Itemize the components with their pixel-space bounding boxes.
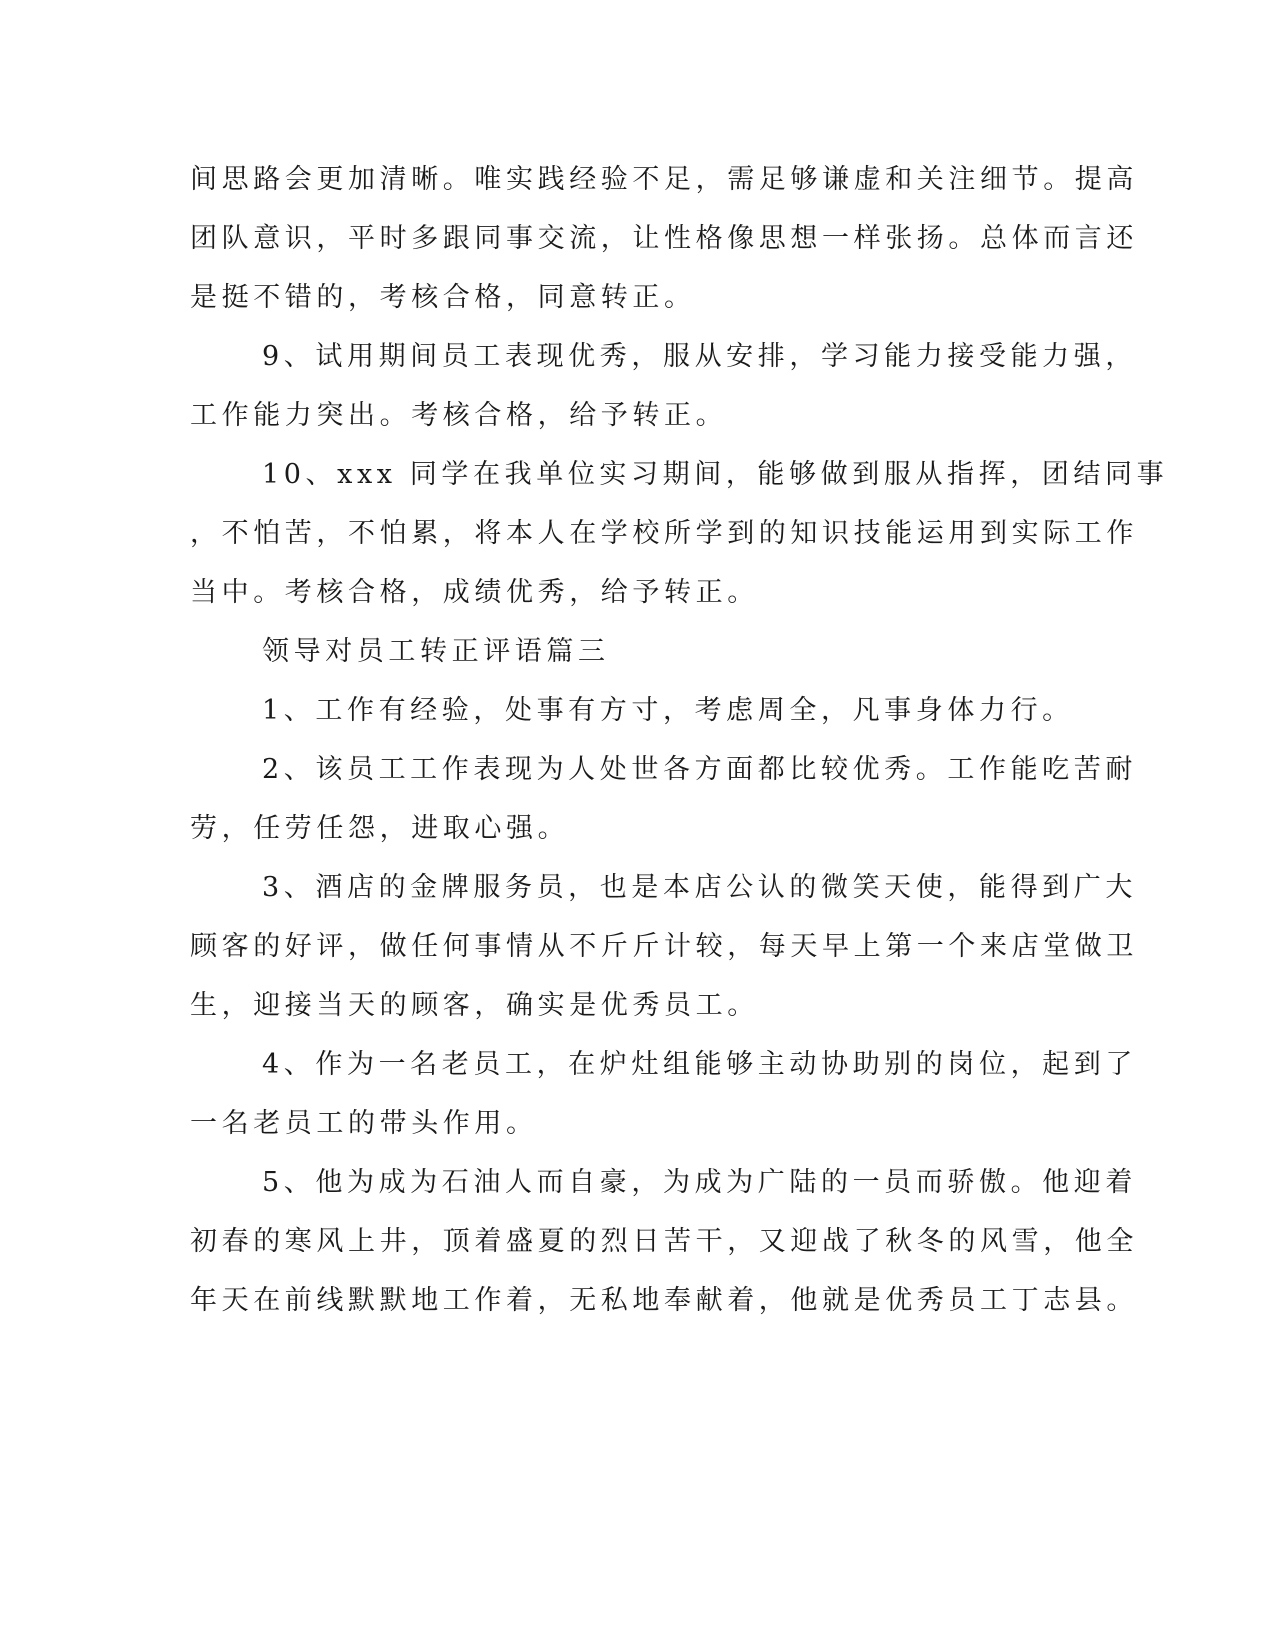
text-line: 劳，任劳任怨，进取心强。 [190, 813, 570, 844]
text-line: 一名老员工的带头作用。 [190, 1108, 538, 1139]
text-line: 3、酒店的金牌服务员，也是本店公认的微笑天使，能得到广大 [262, 872, 1137, 903]
text-line: 5、他为成为石油人而自豪，为成为广陆的一员而骄傲。他迎着 [262, 1167, 1137, 1198]
text-line: 9、试用期间员工表现优秀，服从安排，学习能力接受能力强， [262, 341, 1137, 372]
text-line: 4、作为一名老员工，在炉灶组能够主动协助别的岗位，起到了 [262, 1049, 1137, 1080]
text-line: 顾客的好评，做任何事情从不斤斤计较，每天早上第一个来店堂做卫 [190, 931, 1138, 962]
text-line: 当中。考核合格，成绩优秀，给予转正。 [190, 577, 759, 608]
text-line: 团队意识，平时多跟同事交流，让性格像思想一样张扬。总体而言还 [190, 223, 1138, 254]
text-line: 2、该员工工作表现为人处世各方面都比较优秀。工作能吃苦耐 [262, 754, 1137, 785]
text-line: ，不怕苦，不怕累，将本人在学校所学到的知识技能运用到实际工作 [190, 518, 1138, 549]
text-line: 初春的寒风上井，顶着盛夏的烈日苦干，又迎战了秋冬的风雪，他全 [190, 1226, 1138, 1257]
text-line: 间思路会更加清晰。唯实践经验不足，需足够谦虚和关注细节。提高 [190, 164, 1138, 195]
text-line: 生，迎接当天的顾客，确实是优秀员工。 [190, 990, 759, 1021]
text-line: 10、xxx 同学在我单位实习期间，能够做到服从指挥，团结同事 [262, 459, 1169, 490]
text-line: 年天在前线默默地工作着，无私地奉献着，他就是优秀员工丁志县。 [190, 1285, 1138, 1316]
text-line: 工作能力突出。考核合格，给予转正。 [190, 400, 728, 431]
text-line: 是挺不错的，考核合格，同意转正。 [190, 282, 696, 313]
section-heading: 领导对员工转正评语篇三 [262, 636, 610, 667]
text-line: 1、工作有经验，处事有方寸，考虑周全，凡事身体力行。 [262, 695, 1074, 726]
